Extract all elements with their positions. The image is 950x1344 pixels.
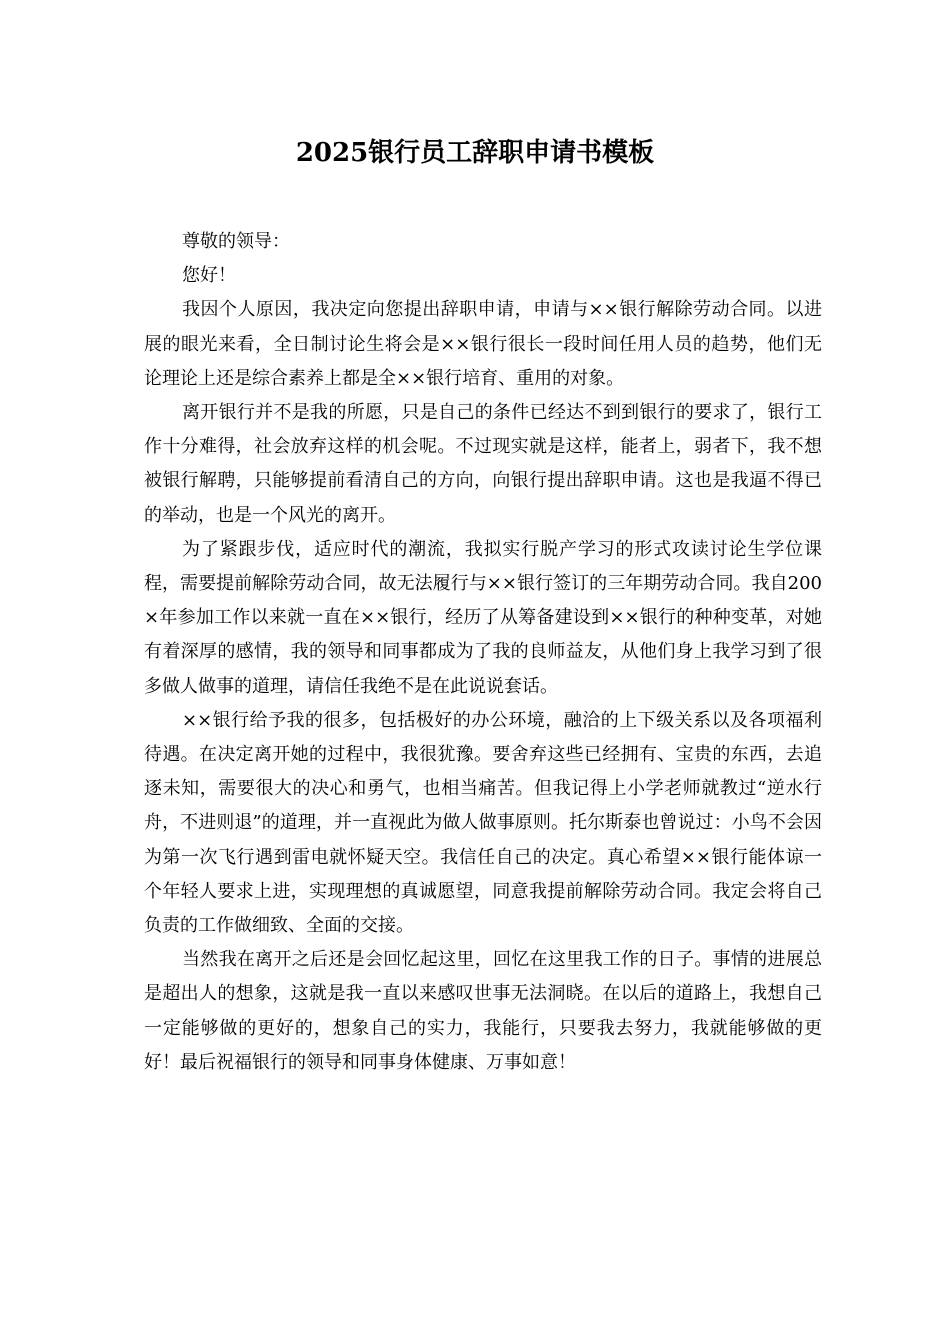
paragraph-1: 我因个人原因，我决定向您提出辞职申请，申请与××银行解除劳动合同。以进展的眼光来看，全日制讨论生将会是××银行很长一段时间任用人员的趋势，他们无论理论上还是综合素养上都是全××银行培育、重用的对象。 xyxy=(144,299,822,389)
salutation: 尊敬的领导： xyxy=(182,231,290,252)
paragraph-5: 当然我在离开之后还是会回忆起这里，回忆在这里我工作的日子。事情的进展总是超出人的想象，这就是我一直以来感叹世事无法洞晓。在以后的道路上，我想自己一定能够做的更好的，想象自己的实力，我能行，只要我去努力，我就能够做的更好！最后祝福银行的领导和同事身体健康、万事如意！ xyxy=(144,949,822,1073)
greeting: 您好！ xyxy=(182,265,236,287)
document-body xyxy=(144,225,822,1080)
paragraph-3: 为了紧跟步伐，适应时代的潮流，我拟实行脱产学习的形式攻读讨论生学位课程，需要提前解除劳动合同，故无法履行与××银行签订的三年期劳动合同。我自200×年参加工作以来就一直在××银行，经历了从筹备建设到××银行的种种变革，对她有着深厚的感情，我的领导和同事都成为了我的良师益友，从他们身上我学习到了很多做人做事的道理，请信任我绝不是在此说说套话。 xyxy=(144,538,822,697)
paragraph-2: 离开银行并不是我的所愿，只是自己的条件已经达不到到银行的要求了，银行工作十分难得，社会放弃这样的机会呢。不过现实就是这样，能者上，弱者下，我不想被银行解聘，只能够提前看清自己的方向，向银行提出辞职申请。这也是我逼不得已的举动，也是一个风光的离开。 xyxy=(144,402,822,526)
document-title: 2025银行员工辞职申请书模板 xyxy=(295,138,655,168)
paragraph-4: ××银行给予我的很多，包括极好的办公环境，融洽的上下级关系以及各项福利待遇。在决定离开她的过程中，我很犹豫。要舍弃这些已经拥有、宝贵的东西，去追逐未知，需要很大的决心和勇气，也相当痛苦。但我记得上小学老师就教过“逆水行舟，不进则退”的道理，并一直视此为做人做事原则。托尔斯泰也曾说过：小鸟不会因为第一次飞行遇到雷电就怀疑天空。我信任自己的决定。真心希望××银行能体谅一个年轻人要求上进，实现理想的真诚愿望，同意我提前解除劳动合同。我定会将自己负责的工作做细致、全面的交接。 xyxy=(144,709,822,937)
